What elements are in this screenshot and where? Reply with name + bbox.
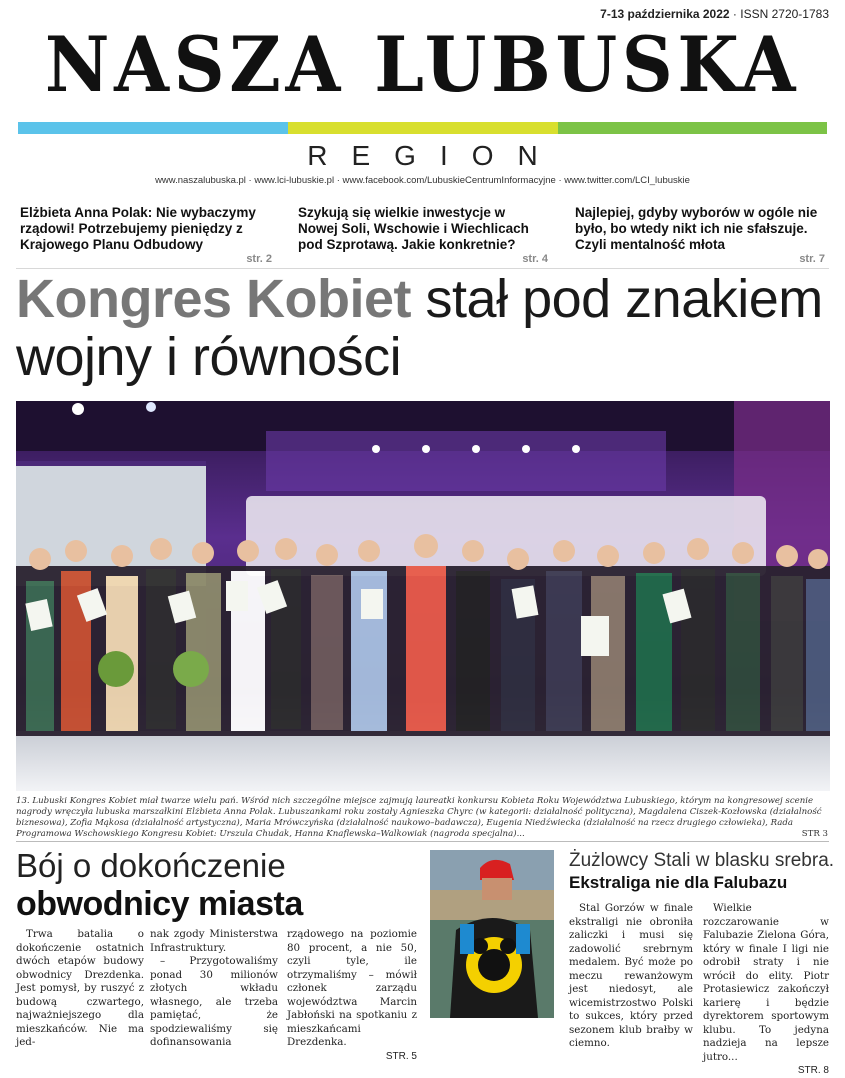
teaser-text: Elżbieta Anna Polak: Nie wybaczymy rządowi! Potrzebujemy pieniędzy z Krajowego Planu Odbudowy	[20, 205, 256, 252]
article-left-col-1-text: Trwa batalia o dokończenie ostatnich dwóch etapów budowy obwodnicy Drezdenka. Jest pomysł, by ruszyć z budową czwartego, najważniejszego dla mieszkańców. Nie ma jed-	[16, 928, 144, 1048]
article-right-col-1-text: Stal Gorzów w finale ekstraligi nie obroniła zaliczki i musi się zadowolić srebrnym medalem. Być może po meczu rewanżowym jest niedosyt, ale wicemistrzostwo Polski to sukces, który przed sezonem klub brałby w ciemno.	[569, 902, 693, 1049]
dateline-separator: ·	[732, 7, 737, 21]
masthead-stripe-yellow	[288, 122, 558, 134]
newspaper-title: NASZA LUBUSKA	[44, 20, 801, 109]
article-left-col-1	[16, 928, 144, 1050]
section-divider	[16, 841, 829, 842]
main-headline[interactable]	[16, 270, 829, 386]
article-left-col-3-text: rządowego na poziomie 80 procent, a nie 50, czyli tyle, ile otrzymaliśmy – mówił członek zarządu województwa Marcin Jabłoński na spotkaniu z mieszkańcami Drezdenka.	[287, 928, 417, 1048]
teaser-1[interactable]	[20, 205, 272, 265]
article-right-headline-1[interactable]: Żużlowcy Stali w blasku srebra.	[569, 850, 835, 871]
issue-date: 7-13 października 2022	[600, 7, 730, 21]
masthead-stripe-green	[558, 122, 827, 134]
article-left-col-2	[150, 928, 278, 1050]
issn-number: ISSN 2720-1783	[740, 7, 829, 21]
teaser-2[interactable]	[298, 205, 548, 265]
article-right-headline-2[interactable]: Ekstraliga nie dla Falubazu	[569, 873, 788, 892]
speedway-rider-photo	[430, 850, 554, 1018]
caption-page-ref[interactable]: STR 3	[801, 829, 828, 839]
teaser-text: Szykują się wielkie inwestycje w Nowej Soli, Wschowie i Wiechlicach pod Szprotawą. Jakie konkretnie?	[298, 205, 529, 252]
teaser-3[interactable]	[575, 205, 825, 265]
article-left-col-2-text-1: nak zgody Ministerstwa Infrastruktury.	[150, 928, 278, 954]
teaser-page: str. 7	[799, 253, 825, 265]
issue-dateline	[600, 7, 829, 21]
article-left-headline-1[interactable]: Bój o dokończenie	[16, 847, 286, 884]
teaser-page: str. 2	[246, 253, 272, 265]
article-right-page-ref[interactable]: STR. 8	[797, 1065, 829, 1076]
teaser-text: Najlepiej, gdyby wyborów w ogóle nie było, bo wtedy nikt ich nie sfałszuje. Czyli mentalność młota	[575, 205, 818, 252]
article-left-col-2-text-2: – Przygotowaliśmy ponad 30 milionów złotych wkładu własnego, ale trzeba pamiętać, że spodziewaliśmy się dofinansowania	[150, 955, 278, 1048]
photo-caption	[16, 796, 828, 840]
teaser-page: str. 4	[522, 253, 548, 265]
web-links[interactable]: www.naszalubuska.pl · www.lci-lubuskie.pl · www.facebook.com/LubuskieCentrumInformacyjne · www.twitter.com/LCI_lubuskie	[155, 175, 690, 186]
caption-text: 13. Lubuski Kongres Kobiet miał twarze wielu pań. Wśród nich szczególne miejsce zajmują laureatki konkursu Kobieta Roku Województwa Lubuskiego, którym na kongresowej scenie nagrody wręczyła lubuska marszałkini Elżbieta Anna Polak. Lubuszankami roku zostały Agnieszka Chyrc (w kategorii: działalność polityczna), Magdalena Ciszek-Kozłowska (działalność biznesowa), Zofia Mąkosa (działalność artystyczna), Maria Mrówczyńska (działalność naukowo–badawcza), Eugenia Niedźwiecka (działalność na rzecz drugiego człowieka), Rada Programowa Wschowskiego Kongresu Kobiet: Urszula Chudak, Hanna Knaflewska–Walkowiak (nagroda specjalna)...	[16, 796, 822, 839]
article-left-col-3	[287, 928, 417, 1063]
article-right-col-2-text: Wielkie rozczarowanie w Falubazie Zielona Góra, który w finale I ligi nie odrobił straty i nie wrócił do elity. Piotr Protasiewicz zakończył karierę i będzie dyrektorem sportowym klubu. To jedyna nadzieja na lepsze jutro...	[703, 902, 829, 1063]
rider-illustration	[430, 850, 554, 1018]
article-left-headline-2[interactable]: obwodnicy miasta	[16, 885, 303, 923]
article-right-col-1	[569, 902, 693, 1051]
article-right-col-2	[703, 902, 829, 1078]
newspaper-subtitle: REGION	[307, 140, 562, 171]
masthead-stripe-blue	[18, 122, 288, 134]
main-photo	[16, 401, 830, 791]
headline-rest: stał pod znakiem wojny i równości	[16, 269, 823, 387]
article-left-page-ref[interactable]: STR. 5	[385, 1050, 417, 1062]
congress-stage-photo	[16, 401, 830, 791]
headline-highlight: Kongres Kobiet	[16, 269, 412, 329]
